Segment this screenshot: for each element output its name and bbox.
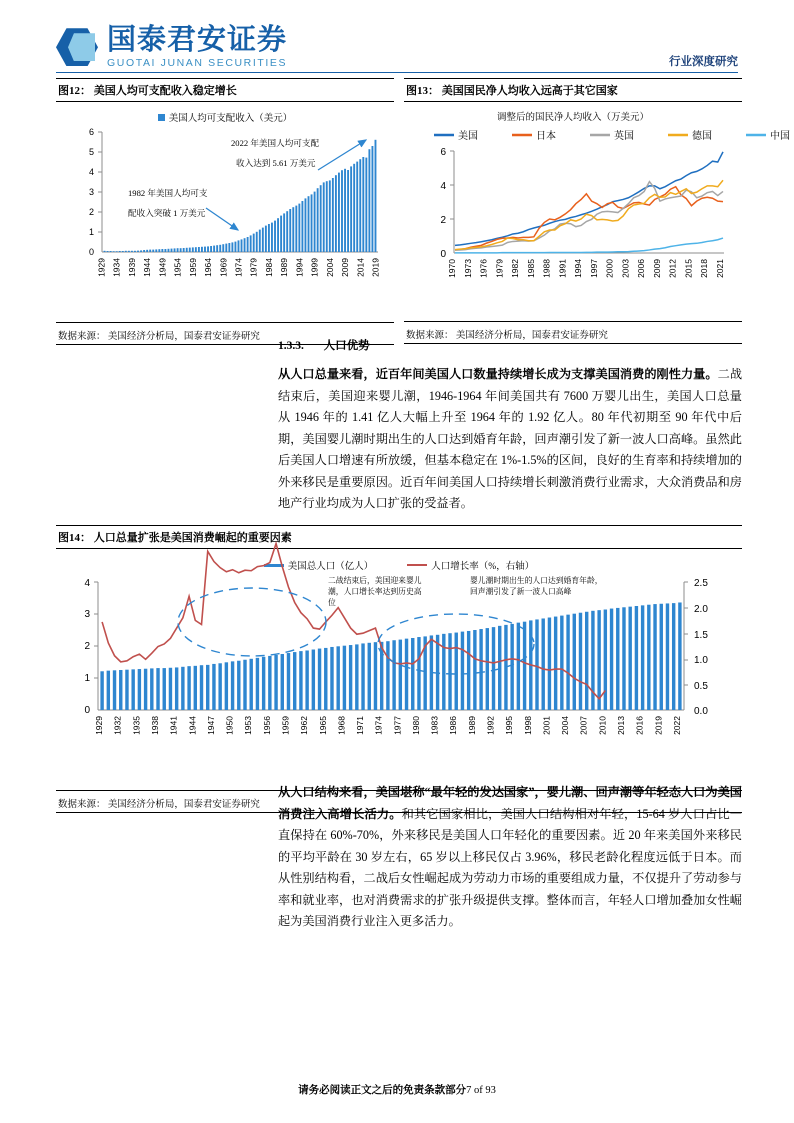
figure-14-legend xyxy=(56,558,742,572)
svg-text:1988: 1988 xyxy=(541,259,552,278)
figure-12-legend-label: 美国人均可支配收入（美元） xyxy=(168,114,293,124)
fig12-annotation2-line2: 配收入突破 1 万美元 xyxy=(128,208,206,218)
fig13-legend-中国: 中国 xyxy=(770,131,790,142)
svg-text:2.0: 2.0 xyxy=(694,604,708,615)
svg-text:2: 2 xyxy=(88,207,94,217)
figure-12-title: 图12： 美国人均可支配收入稳定增长 xyxy=(56,78,394,102)
legend-swatch-icon xyxy=(158,114,165,121)
header-report-type: 行业深度研究 xyxy=(669,56,738,68)
figure-12-chart xyxy=(56,110,394,323)
svg-text:2.5: 2.5 xyxy=(694,578,708,589)
svg-text:1977: 1977 xyxy=(392,716,403,735)
fig14-annotation1-line2: 潮，人口增长率达到历史高 xyxy=(328,587,422,596)
fig13-legend-德国: 德国 xyxy=(692,131,712,142)
figure-14-source: 数据来源： 美国经济分析局，国泰君安证券研究 xyxy=(56,791,742,813)
paragraph-1 xyxy=(278,364,742,515)
fig12-annotation1-line1: 2022 年美国人均可支配 xyxy=(231,138,320,148)
svg-text:4: 4 xyxy=(440,181,446,192)
svg-text:1994: 1994 xyxy=(573,259,584,278)
svg-text:2018: 2018 xyxy=(699,259,710,278)
svg-text:1994: 1994 xyxy=(294,258,305,277)
svg-text:2: 2 xyxy=(84,641,90,652)
svg-text:1.0: 1.0 xyxy=(694,655,708,666)
svg-text:1944: 1944 xyxy=(187,716,198,735)
legend-line-swatch-icon xyxy=(407,564,427,566)
svg-text:1938: 1938 xyxy=(150,716,161,735)
svg-text:1934: 1934 xyxy=(111,258,122,277)
figure-13 xyxy=(404,78,790,344)
paragraph-1-rest: 二战结束后，美国迎来婴儿潮，1946-1964 年间美国共有 7600 万婴儿出生，美国人口总量从 1946 年的 1.41 亿人大幅上升至 1964 年的 1.92 亿人。80 年代初期至 90 年代中后期，美国婴儿潮时期出生的人口达到婚育年龄，回声潮引发了新一波人口高峰。虽然此后美国人口增速有所放缓，但基本稳定在 1%-1.5%的区间，良好的生育率和持续增加的外来移民是重要原因。近百年间美国人口持续增长刺激消费行业需求，大众消费品和房地产行业均成为人口扩张的受益者。 xyxy=(278,367,743,510)
footer-disclaimer: 请务必阅读正文之后的免责条款部分 xyxy=(298,1085,467,1096)
svg-text:1976: 1976 xyxy=(478,259,489,278)
svg-text:2003: 2003 xyxy=(620,259,631,278)
svg-text:0.5: 0.5 xyxy=(694,681,708,692)
svg-text:1935: 1935 xyxy=(131,716,142,735)
svg-text:1956: 1956 xyxy=(261,716,272,735)
svg-text:3: 3 xyxy=(88,187,94,197)
svg-text:2022: 2022 xyxy=(671,716,682,735)
figure-14 xyxy=(56,525,742,813)
svg-text:1965: 1965 xyxy=(317,716,328,735)
fig13-legend-日本: 日本 xyxy=(536,131,556,142)
svg-text:1968: 1968 xyxy=(336,716,347,735)
svg-text:0: 0 xyxy=(88,247,94,257)
svg-text:1954: 1954 xyxy=(172,258,183,277)
fig13-legend-英国: 英国 xyxy=(614,131,634,142)
logo-english-name: GUOTAI JUNAN SECURITIES xyxy=(107,57,288,69)
fig14-annotation2-line1: 婴儿潮时期出生的人口达到婚育年龄， xyxy=(470,576,603,585)
figure-14-title: 图14： 人口总量扩张是美国消费崛起的重要因素 xyxy=(56,525,742,549)
page-footer xyxy=(0,1082,794,1097)
svg-text:2019: 2019 xyxy=(370,258,381,277)
svg-text:1969: 1969 xyxy=(218,258,229,277)
company-logo xyxy=(56,26,287,69)
svg-text:1962: 1962 xyxy=(299,716,310,735)
paragraph-2-bold: 从人口结构来看，美国堪称“最年轻的发达国家”，婴儿潮、回声潮等年轻态人口为美国消费注入高增长活力。 xyxy=(278,785,742,821)
svg-text:4: 4 xyxy=(88,167,94,177)
svg-text:5: 5 xyxy=(88,147,94,157)
svg-text:1998: 1998 xyxy=(522,716,533,735)
svg-text:1: 1 xyxy=(88,227,94,237)
svg-text:2004: 2004 xyxy=(324,258,335,277)
figure-13-chart xyxy=(404,109,790,322)
svg-text:2000: 2000 xyxy=(604,259,615,278)
svg-text:2016: 2016 xyxy=(634,716,645,735)
svg-text:2021: 2021 xyxy=(715,259,725,278)
svg-text:2010: 2010 xyxy=(597,716,608,735)
svg-text:1959: 1959 xyxy=(280,716,291,735)
svg-text:1932: 1932 xyxy=(112,716,123,735)
header-divider xyxy=(56,72,738,73)
figure-12-source: 数据来源： 美国经济分析局，国泰君安证券研究 xyxy=(56,323,394,345)
figure-13-title: 图13： 美国国民净人均收入远高于其它国家 xyxy=(404,78,742,102)
section-title: 人口优势 xyxy=(323,340,370,352)
footer-page-number: 7 of 93 xyxy=(466,1085,496,1096)
svg-text:1974: 1974 xyxy=(233,258,244,277)
svg-text:1949: 1949 xyxy=(157,258,168,277)
svg-text:1929: 1929 xyxy=(94,716,105,735)
svg-text:6: 6 xyxy=(440,147,446,158)
figure-12-legend xyxy=(56,110,394,124)
figure-12-svg xyxy=(56,124,394,304)
figure-14-svg xyxy=(56,572,742,772)
svg-text:2009: 2009 xyxy=(651,259,662,278)
section-heading xyxy=(278,337,370,353)
figure-14-legend-line-label: 人口增长率（%，右轴） xyxy=(431,562,535,572)
svg-text:4: 4 xyxy=(84,578,90,589)
svg-text:1995: 1995 xyxy=(504,716,515,735)
svg-text:2: 2 xyxy=(440,215,446,226)
svg-text:1989: 1989 xyxy=(466,716,477,735)
svg-text:1991: 1991 xyxy=(557,259,568,278)
svg-text:1959: 1959 xyxy=(187,258,198,277)
svg-text:1971: 1971 xyxy=(355,716,366,735)
svg-text:2009: 2009 xyxy=(340,258,351,277)
svg-text:1985: 1985 xyxy=(525,259,536,278)
svg-text:1941: 1941 xyxy=(168,716,179,735)
fig12-annotation2-line1: 1982 年美国人均可支 xyxy=(128,188,208,198)
svg-text:1973: 1973 xyxy=(462,259,473,278)
figure-13-svg xyxy=(404,123,790,313)
figure-13-chart-title: 调整后的国民净人均收入（万美元） xyxy=(496,113,649,123)
fig14-annotation2-line2: 回声潮引发了新一波人口高峰 xyxy=(470,587,572,596)
svg-text:1989: 1989 xyxy=(279,258,290,277)
svg-text:1984: 1984 xyxy=(263,258,274,277)
figure-14-chart xyxy=(56,558,742,791)
svg-text:1964: 1964 xyxy=(203,258,214,277)
svg-text:2014: 2014 xyxy=(355,258,366,277)
svg-text:2019: 2019 xyxy=(653,716,664,735)
svg-text:1974: 1974 xyxy=(373,716,384,735)
fig14-annotation1-line1: 二战结束后，美国迎来婴儿 xyxy=(328,576,422,585)
svg-text:1: 1 xyxy=(84,673,90,684)
figure-13-source: 数据来源： 美国经济分析局，国泰君安证券研究 xyxy=(404,322,742,344)
svg-text:1980: 1980 xyxy=(410,716,421,735)
svg-text:1979: 1979 xyxy=(248,258,259,277)
svg-text:2015: 2015 xyxy=(683,259,694,278)
logo-chinese-name: 国泰君安证券 xyxy=(107,24,288,56)
section-number: 1.3.3. xyxy=(278,340,304,352)
fig12-annotation1-line2: 收入达到 5.61 万美元 xyxy=(236,158,316,168)
figure-12 xyxy=(56,78,394,345)
fig13-legend-美国: 美国 xyxy=(458,131,478,142)
figure-14-legend-bar-label: 美国总人口（亿人） xyxy=(287,562,374,572)
fig14-highlight-ellipse-1 xyxy=(178,588,326,656)
paragraph-2-rest: 和其它国家相比，美国人口结构相对年轻，15-64 岁人口占比一直保持在 60%-70%，外来移民是美国人口年轻化的重要因素。近 20 年来美国外来移民的平均平龄在 30 岁左右，65 岁以上移民仅占 3.96%，移民老龄化程度远低于日本。而从性别结构看，二战后女性崛起成为劳动力市场的重要组成力量，不仅提升了劳动参与率和就业率，也对消费需求的扩张升级提供支撑。整体而言，年轻人口增加叠加女性崛起为美国消费行业注入更多活力。 xyxy=(278,806,742,928)
svg-text:1999: 1999 xyxy=(309,258,320,277)
paragraph-1-bold: 从人口总量来看，近百年间美国人口数量持续增长成为支撑美国消费的刚性力量。 xyxy=(278,367,718,381)
svg-text:1992: 1992 xyxy=(485,716,496,735)
svg-text:1944: 1944 xyxy=(142,258,153,277)
svg-text:2006: 2006 xyxy=(636,259,647,278)
svg-text:1939: 1939 xyxy=(126,258,137,277)
fig14-annotation1-line3: 位 xyxy=(328,598,336,607)
svg-text:1979: 1979 xyxy=(494,259,505,278)
svg-text:2004: 2004 xyxy=(560,716,571,735)
svg-text:1929: 1929 xyxy=(96,258,107,277)
svg-text:0: 0 xyxy=(84,705,90,716)
svg-text:2013: 2013 xyxy=(615,716,626,735)
svg-text:1953: 1953 xyxy=(243,716,254,735)
svg-text:1982: 1982 xyxy=(510,259,521,278)
svg-text:0: 0 xyxy=(440,249,446,260)
svg-text:6: 6 xyxy=(88,127,94,137)
svg-text:3: 3 xyxy=(84,609,90,620)
svg-text:1983: 1983 xyxy=(429,716,440,735)
svg-text:1.5: 1.5 xyxy=(694,630,708,641)
svg-text:2012: 2012 xyxy=(667,259,678,278)
svg-text:1950: 1950 xyxy=(224,716,235,735)
page-header xyxy=(0,0,794,78)
hexagon-logo-icon xyxy=(56,28,98,66)
svg-text:2007: 2007 xyxy=(578,716,589,735)
svg-text:1986: 1986 xyxy=(448,716,459,735)
svg-text:1997: 1997 xyxy=(588,259,599,278)
paragraph-2 xyxy=(278,782,742,933)
svg-text:1947: 1947 xyxy=(205,716,216,735)
svg-text:2001: 2001 xyxy=(541,716,552,735)
svg-text:1970: 1970 xyxy=(447,259,457,278)
svg-text:0.0: 0.0 xyxy=(694,706,708,717)
